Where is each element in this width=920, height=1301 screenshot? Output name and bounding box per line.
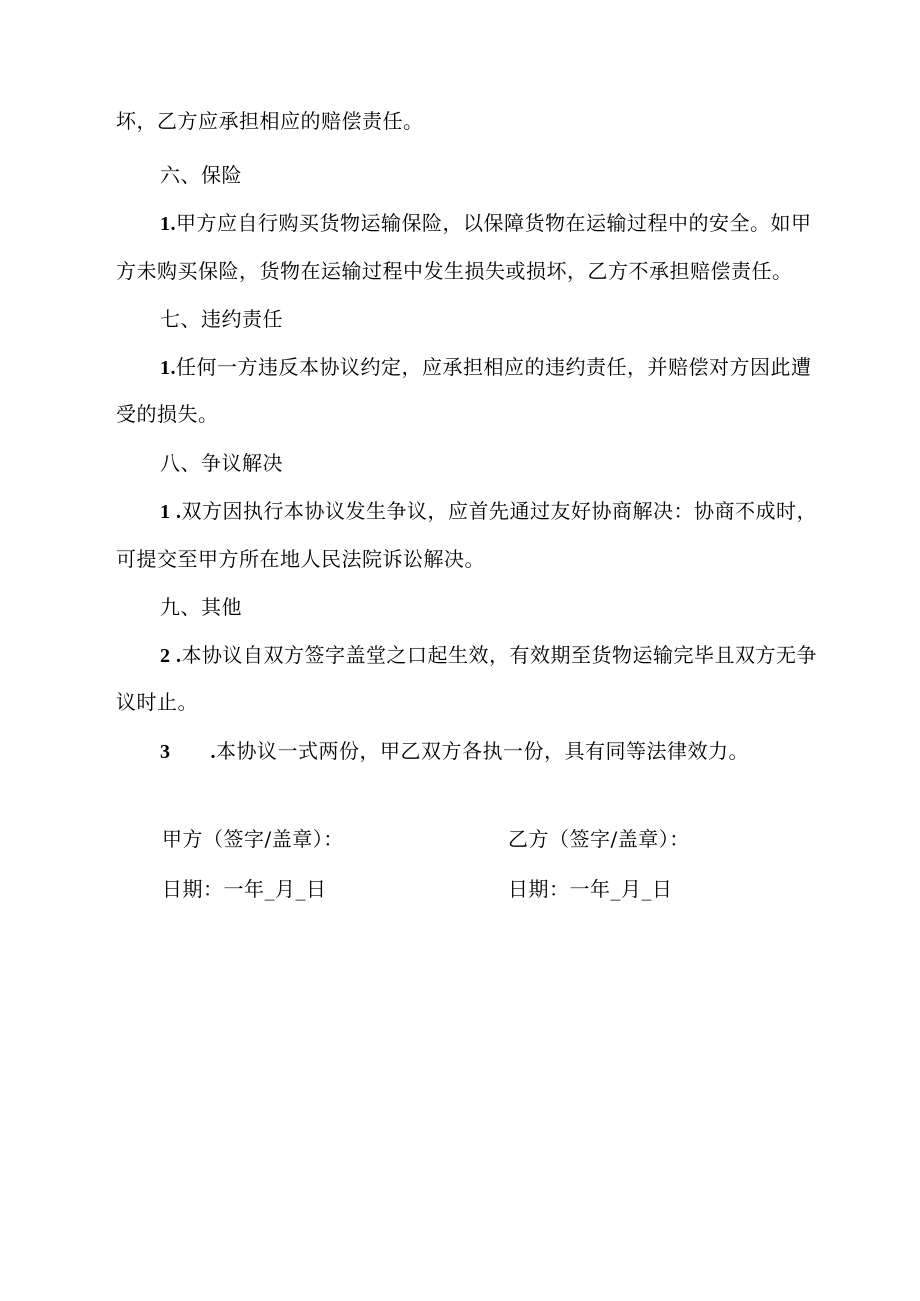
paragraph-text: 坏，乙方应承担相应的赔偿责任。 (116, 109, 424, 133)
insurance-item-1-line-1 (160, 210, 812, 237)
heading-text: 七、违约责任 (160, 307, 283, 331)
party-b-signature-label (508, 826, 690, 852)
paragraph-text: 本协议自双方签字盖堂之口起生效，有效期至货物运输完毕且双方无争 (181, 643, 817, 667)
item-number-dot: . (210, 741, 216, 763)
other-item-2-line-1 (160, 642, 817, 669)
paragraph-text: 任何一方违反本协议约定，应承担相应的违约责任，并赔偿对方因此遭 (176, 355, 812, 379)
heading-text: 九、其他 (160, 595, 242, 619)
party-a-date (162, 876, 327, 902)
paragraph-text: 受的损失。 (116, 402, 219, 426)
item-number: 1. (160, 213, 176, 235)
section-heading-dispute (160, 450, 283, 476)
heading-text: 八、争议解决 (160, 451, 283, 475)
party-a-signature-label (162, 826, 344, 852)
paragraph-text: 甲方应自行购买货物运输保险，以保障货物在运输过程中的安全。如甲 (176, 211, 812, 235)
date-label: 日期：一年_月_日 (162, 877, 327, 901)
paragraph-text: 本协议一式两份，甲乙双方各执一份，具有同等法律效力。 (216, 739, 749, 763)
paragraph-text: 方未购买保险，货物在运输过程中发生损失或损坏，乙方不承担赔偿责任。 (116, 259, 793, 283)
dispute-item-1-line-2 (116, 546, 485, 572)
signature-label: 甲方（签字/盖章）： (162, 827, 344, 851)
other-item-2-line-2 (116, 689, 198, 715)
breach-item-1-line-2 (116, 401, 219, 427)
section-heading-other (160, 594, 242, 620)
other-item-3 (160, 738, 749, 765)
section-heading-breach (160, 306, 283, 332)
continuation-line (116, 108, 424, 134)
section-heading-insurance (160, 162, 242, 188)
party-b-date (508, 876, 673, 902)
item-number: 1. (160, 357, 176, 379)
signature-label: 乙方（签字/盖章）： (508, 827, 690, 851)
item-number: 1 . (160, 501, 182, 523)
insurance-item-1-line-2 (116, 258, 793, 284)
item-number: 2 . (160, 645, 182, 667)
breach-item-1-line-1 (160, 354, 812, 381)
item-number: 3 (160, 741, 171, 763)
date-label: 日期：一年_月_日 (508, 877, 673, 901)
paragraph-text: 可提交至甲方所在地人民法院诉讼解决。 (116, 547, 485, 571)
heading-text: 六、保险 (160, 163, 242, 187)
paragraph-text: 双方因执行本协议发生争议，应首先通过友好协商解决：协商不成时， (181, 499, 817, 523)
paragraph-text: 议时止。 (116, 690, 198, 714)
dispute-item-1-line-1 (160, 498, 817, 525)
